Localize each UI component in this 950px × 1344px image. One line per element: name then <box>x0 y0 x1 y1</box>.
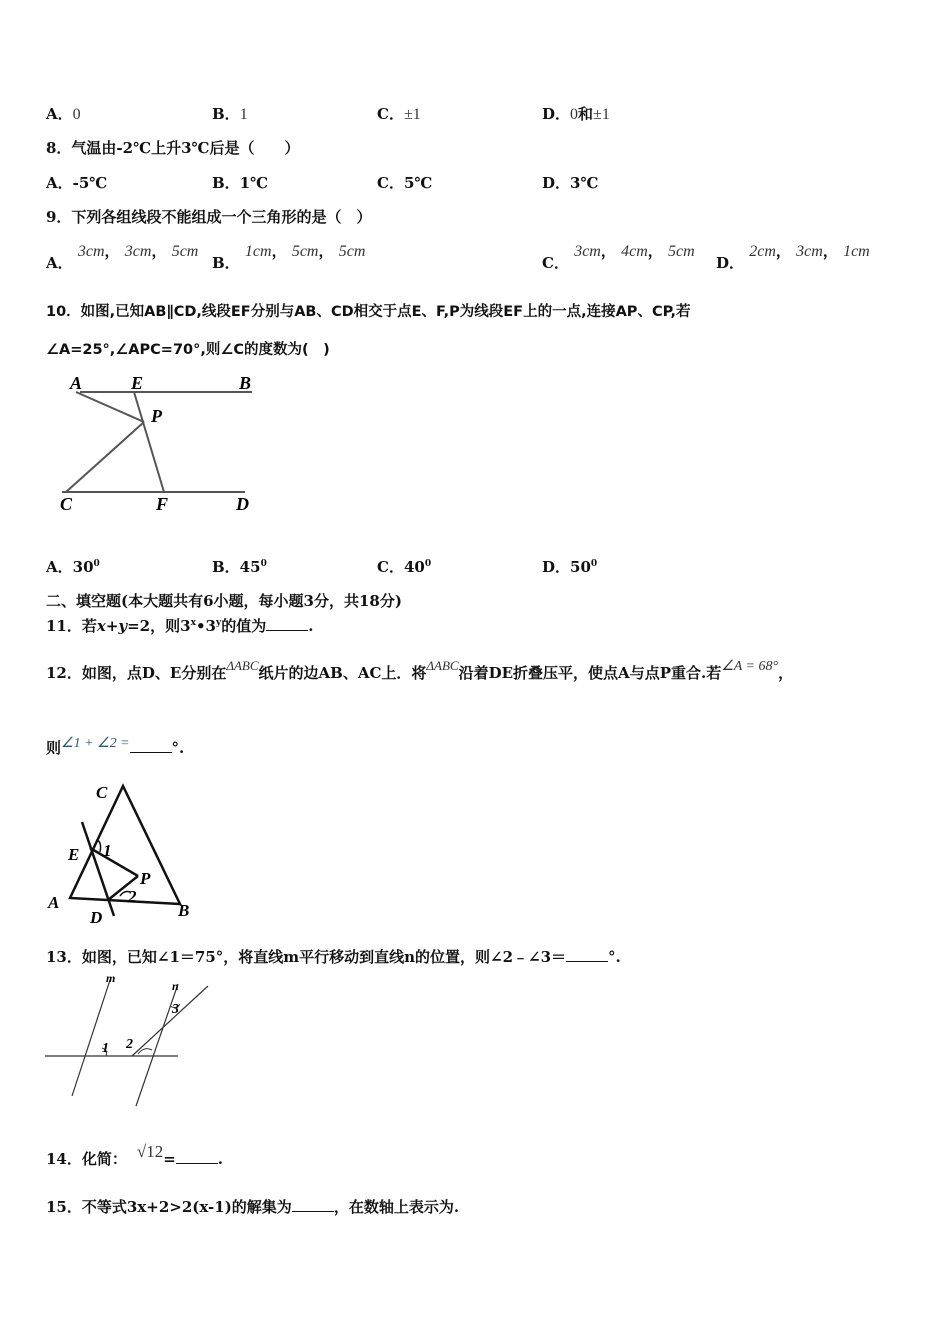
option-label: A． <box>46 254 73 272</box>
angle-a: ∠A = 68° <box>721 659 779 674</box>
q7-option-d <box>542 103 610 124</box>
q12-part: 12．如图，点D、E分别在 <box>46 664 227 682</box>
option-value: 3cm <box>796 243 823 260</box>
q10-stem-line1: 10．如图,已知AB∥CD,线段EF分别与AB、CD相交于点E、F,P为线段EF上的一点,连接AP、CP,若 <box>46 304 691 320</box>
q15-suffix: ，在数轴上表示为. <box>333 1198 460 1216</box>
q9-option-a <box>46 240 198 270</box>
option-value: 1 <box>239 106 248 123</box>
option-value: 5cm <box>291 243 319 260</box>
degree-mark: 0 <box>93 559 100 569</box>
option-label: D． <box>716 254 745 272</box>
q14-prefix: 14．化简： <box>46 1150 127 1168</box>
separator: ， <box>151 242 167 260</box>
option-value: 0 <box>72 106 81 123</box>
line-pc <box>66 422 144 492</box>
q11-sup-x: x <box>190 618 196 628</box>
line-ap <box>76 392 144 422</box>
option-value: 3cm <box>124 243 152 260</box>
q13-text: 13．如图，已知∠1＝75°，将直线m平行移动到直线n的位置，则∠2﹣∠3＝ <box>46 948 567 966</box>
answer-blank[interactable] <box>292 1197 334 1212</box>
q14 <box>46 1142 224 1169</box>
option-value: 3cm <box>77 243 105 260</box>
option-value: ±1 <box>403 106 421 123</box>
label-p: P <box>151 406 162 426</box>
option-label: C． <box>542 254 569 272</box>
option-label: B． <box>212 254 240 272</box>
answer-blank[interactable] <box>176 1149 218 1164</box>
q15 <box>46 1196 459 1217</box>
q14-end: . <box>217 1150 224 1168</box>
label-3: 3 <box>172 1002 179 1017</box>
q11-prefix: 11．若 <box>46 617 97 635</box>
triangle-abc: ΔABC <box>426 658 459 673</box>
q11-mid: =2，则3 <box>127 617 191 635</box>
separator: ， <box>600 242 616 260</box>
angle-sum: ∠1 + ∠2 = <box>61 736 130 751</box>
q12-figure <box>40 780 210 930</box>
label-c: C <box>96 783 108 802</box>
label-e: E <box>68 845 80 864</box>
q7-option-c <box>377 103 421 124</box>
q10-option-d <box>542 556 597 577</box>
option-value: 4cm <box>621 243 648 260</box>
option-value: ±1 <box>593 106 610 123</box>
label-m: m <box>106 971 116 985</box>
option-conjunction: 和 <box>578 105 594 123</box>
line-m <box>72 980 110 1096</box>
label-1: 1 <box>102 1041 109 1056</box>
option-value: 0 <box>570 106 579 123</box>
label-c: C <box>60 494 73 514</box>
option-label: A．30 <box>46 558 94 576</box>
answer-blank[interactable] <box>566 947 608 962</box>
q12-line2 <box>46 737 184 758</box>
q12-part: 则 <box>46 739 62 757</box>
q8-option-a: A．-5℃ <box>46 174 108 192</box>
label-a: A <box>70 373 83 393</box>
label-2: 2 <box>126 1037 133 1052</box>
label-d: D <box>90 908 103 927</box>
degree-mark: 0 <box>260 559 267 569</box>
label-a: A <box>48 893 60 912</box>
option-label: B． <box>212 105 240 123</box>
q12-part: °. <box>171 739 185 757</box>
q12-part: 沿着DE折叠压平，使点A与点P重合.若 <box>458 664 722 682</box>
q8-option-b: B．1℃ <box>212 174 269 192</box>
triangle-abc: ΔABC <box>226 658 259 673</box>
angle-2-arc <box>138 1049 152 1054</box>
option-label: C．40 <box>377 558 425 576</box>
q12-part: ， <box>778 664 794 682</box>
q10-option-a <box>46 556 100 577</box>
q11-dot: •3 <box>195 617 216 635</box>
option-value: 3cm <box>574 243 601 260</box>
q10-stem-line2: ∠A=25°,∠APC=70°,则∠C的度数为( ) <box>46 342 330 358</box>
label-f: F <box>156 494 169 514</box>
q11-end: . <box>308 617 314 635</box>
option-value: 1cm <box>843 243 870 260</box>
label-n: n <box>172 979 179 993</box>
degree-mark: 0 <box>590 559 598 569</box>
q11-sup-y: y <box>215 618 222 628</box>
line-ep <box>90 848 138 876</box>
q11-expr: x+y <box>96 617 128 635</box>
q12-part: 纸片的边AB、AC上．将 <box>258 664 427 682</box>
degree-mark: 0 <box>424 559 432 569</box>
radical-12: √12 <box>136 1142 164 1161</box>
separator: ， <box>647 242 663 260</box>
option-label: D． <box>542 105 571 123</box>
label-2: 2 <box>128 887 137 906</box>
q12-line1 <box>46 658 794 683</box>
option-label: B．45 <box>212 558 261 576</box>
separator: ， <box>271 242 287 260</box>
answer-blank[interactable] <box>266 616 308 631</box>
separator: ， <box>318 242 334 260</box>
q8-option-d: D．3℃ <box>542 174 599 192</box>
q9-option-c <box>542 240 695 270</box>
separator: ， <box>104 242 120 260</box>
q8-option-c: C．5℃ <box>377 174 433 192</box>
label-b: B <box>178 901 190 920</box>
q7-option-b <box>212 103 248 124</box>
answer-blank[interactable] <box>130 738 172 753</box>
q11 <box>46 615 313 636</box>
q10-option-c <box>377 556 431 577</box>
q13-figure <box>40 970 230 1110</box>
label-p: P <box>140 869 151 888</box>
option-label: A． <box>46 105 73 123</box>
q10-option-b <box>212 556 267 577</box>
option-value: 5cm <box>338 243 366 260</box>
option-value: 2cm <box>749 243 776 260</box>
q11-suffix: 的值为 <box>221 617 267 635</box>
option-label: C． <box>377 105 404 123</box>
transversal-line <box>132 986 208 1056</box>
q15-prefix: 15．不等式3x+2>2(x-1)的解集为 <box>46 1198 292 1216</box>
option-value: 1cm <box>244 243 272 260</box>
section-heading: 二、填空题(本大题共有6小题，每小题3分，共18分) <box>46 592 402 610</box>
option-label: D．50 <box>542 558 591 576</box>
q9-stem: 9．下列各组线段不能组成一个三角形的是（ ） <box>46 208 372 226</box>
label-e: E <box>131 373 144 393</box>
q14-eq: = <box>163 1150 176 1168</box>
q8-stem: 8．气温由-2℃上升3℃后是（ ） <box>46 139 300 157</box>
option-value: 5cm <box>668 243 695 260</box>
q9-option-b <box>212 240 365 270</box>
option-value: 5cm <box>171 243 199 260</box>
q9-option-d <box>716 240 870 270</box>
q13 <box>46 946 621 967</box>
label-d: D <box>236 494 249 514</box>
label-1: 1 <box>103 841 112 860</box>
q10-figure <box>40 370 280 520</box>
q7-option-a <box>46 103 81 124</box>
separator: ， <box>822 242 838 260</box>
label-b: B <box>239 373 252 393</box>
separator: ， <box>775 242 791 260</box>
q13-suffix: °. <box>608 948 621 966</box>
